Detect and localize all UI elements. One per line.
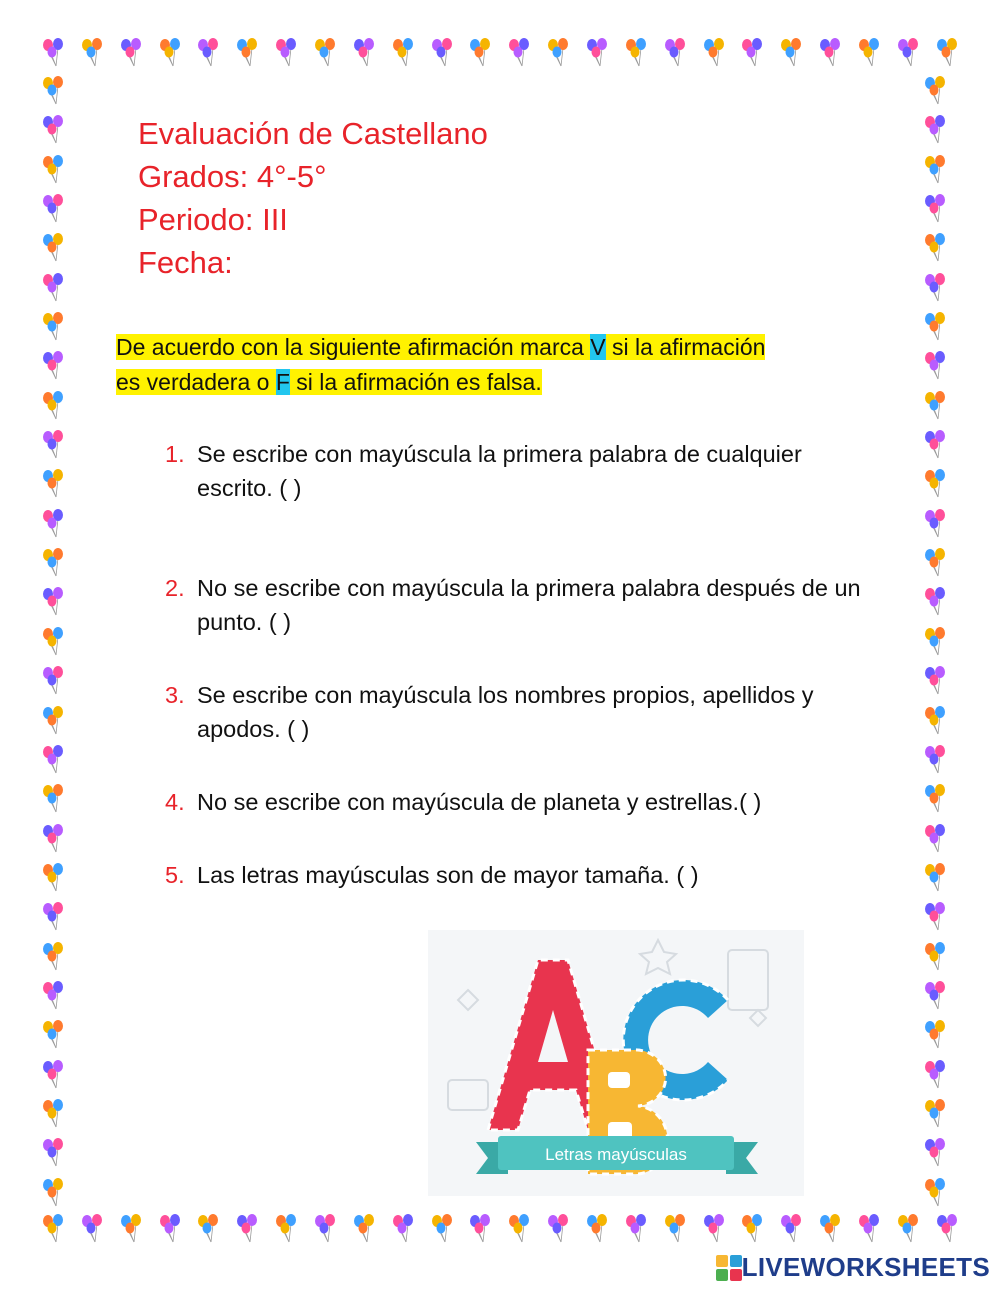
balloon-icon — [351, 38, 377, 68]
balloon-icon — [922, 469, 948, 499]
balloon-icon — [922, 351, 948, 381]
balloon-border-right — [922, 76, 948, 1208]
balloon-icon — [922, 194, 948, 224]
balloon-icon — [429, 1214, 455, 1244]
balloon-icon — [739, 38, 765, 68]
balloon-icon — [157, 1214, 183, 1244]
worksheet-header — [138, 112, 488, 284]
question-5 — [165, 858, 865, 892]
balloon-icon — [506, 1214, 532, 1244]
balloon-icon — [922, 627, 948, 657]
balloon-icon — [195, 1214, 221, 1244]
balloon-icon — [934, 38, 960, 68]
balloon-icon — [40, 115, 66, 145]
balloon-icon — [157, 38, 183, 68]
balloon-icon — [40, 391, 66, 421]
instruction-text — [116, 330, 776, 400]
balloon-icon — [40, 1020, 66, 1050]
balloon-icon — [312, 38, 338, 68]
balloon-icon — [584, 38, 610, 68]
balloon-icon — [40, 981, 66, 1011]
balloon-icon — [922, 391, 948, 421]
balloon-icon — [40, 627, 66, 657]
balloon-icon — [895, 38, 921, 68]
letras-banner — [476, 1136, 758, 1174]
balloon-icon — [701, 1214, 727, 1244]
balloon-icon — [922, 509, 948, 539]
balloon-icon — [922, 76, 948, 106]
question-text[interactable]: Se escribe con mayúscula la primera palabra de cualquier escrito. ( ) — [197, 441, 802, 501]
question-text[interactable]: Las letras mayúsculas son de mayor tamaña. ( ) — [197, 862, 699, 888]
balloon-icon — [922, 115, 948, 145]
period-label: Periodo: III — [138, 202, 288, 237]
balloon-icon — [40, 38, 66, 68]
balloon-icon — [40, 1178, 66, 1208]
balloon-icon — [312, 1214, 338, 1244]
balloon-icon — [40, 784, 66, 814]
balloon-icon — [40, 1214, 66, 1244]
balloon-icon — [662, 1214, 688, 1244]
balloon-icon — [922, 706, 948, 736]
question-4 — [165, 785, 865, 819]
false-letter-f: F — [275, 369, 290, 395]
balloon-icon — [40, 706, 66, 736]
balloon-icon — [467, 38, 493, 68]
balloon-icon — [40, 430, 66, 460]
question-number: 1. — [165, 441, 185, 467]
balloon-icon — [234, 38, 260, 68]
balloon-icon — [922, 1099, 948, 1129]
question-3 — [165, 678, 865, 746]
balloon-icon — [623, 1214, 649, 1244]
balloon-icon — [40, 155, 66, 185]
balloon-icon — [467, 1214, 493, 1244]
balloon-icon — [922, 981, 948, 1011]
instruction-part3: si la afirmación es falsa. — [289, 369, 542, 395]
question-2 — [165, 571, 865, 639]
balloon-icon — [922, 784, 948, 814]
balloon-icon — [701, 38, 727, 68]
balloon-icon — [40, 548, 66, 578]
balloon-icon — [40, 1138, 66, 1168]
balloon-icon — [922, 902, 948, 932]
balloon-icon — [273, 1214, 299, 1244]
balloon-icon — [234, 1214, 260, 1244]
balloon-icon — [584, 1214, 610, 1244]
balloon-icon — [922, 155, 948, 185]
question-text[interactable]: Se escribe con mayúscula los nombres propios, apellidos y apodos. ( ) — [197, 682, 814, 742]
balloon-icon — [922, 1138, 948, 1168]
balloon-icon — [922, 1178, 948, 1208]
balloon-icon — [351, 1214, 377, 1244]
liveworksheets-brand: LIVEWORKSHEETS — [741, 1252, 990, 1282]
question-text[interactable]: No se escribe con mayúscula la primera palabra después de un punto. ( ) — [197, 575, 861, 635]
question-number: 2. — [165, 575, 185, 601]
abc-illustration — [428, 930, 804, 1196]
balloon-icon — [922, 1020, 948, 1050]
balloon-icon — [922, 745, 948, 775]
balloon-icon — [545, 1214, 571, 1244]
balloon-icon — [623, 38, 649, 68]
balloon-icon — [934, 1214, 960, 1244]
balloon-icon — [817, 38, 843, 68]
balloon-icon — [40, 587, 66, 617]
instruction-part2: si la afirmación es verdadera o — [116, 334, 766, 395]
balloon-icon — [40, 824, 66, 854]
balloon-icon — [40, 942, 66, 972]
balloon-icon — [778, 38, 804, 68]
question-1 — [165, 437, 865, 505]
true-letter-v: V — [590, 334, 606, 360]
balloon-border-left — [40, 76, 66, 1208]
balloon-border-bottom — [40, 1214, 960, 1244]
balloon-icon — [195, 38, 221, 68]
balloon-icon — [40, 76, 66, 106]
balloon-icon — [79, 1214, 105, 1244]
balloon-border-top — [40, 38, 960, 68]
question-number: 4. — [165, 789, 185, 815]
liveworksheets-logo[interactable] — [716, 1252, 990, 1283]
banner-text: Letras mayúsculas — [545, 1145, 687, 1164]
balloon-icon — [40, 273, 66, 303]
balloon-icon — [662, 38, 688, 68]
balloon-icon — [118, 1214, 144, 1244]
balloon-icon — [40, 902, 66, 932]
balloon-icon — [40, 745, 66, 775]
balloon-icon — [922, 863, 948, 893]
balloon-icon — [118, 38, 144, 68]
balloon-icon — [390, 1214, 416, 1244]
balloon-icon — [739, 1214, 765, 1244]
balloon-icon — [922, 942, 948, 972]
balloon-icon — [895, 1214, 921, 1244]
liveworksheets-icon — [716, 1255, 742, 1281]
balloon-icon — [40, 312, 66, 342]
balloon-icon — [506, 38, 532, 68]
instruction-part1: De acuerdo con la siguiente afirmación marca — [116, 334, 591, 360]
balloon-icon — [778, 1214, 804, 1244]
balloon-icon — [922, 233, 948, 263]
balloon-icon — [40, 194, 66, 224]
grades-label: Grados: 4°-5° — [138, 159, 327, 194]
balloon-icon — [545, 38, 571, 68]
date-label: Fecha: — [138, 245, 233, 280]
worksheet-title: Evaluación de Castellano — [138, 116, 488, 151]
balloon-icon — [817, 1214, 843, 1244]
balloon-icon — [79, 38, 105, 68]
balloon-icon — [922, 824, 948, 854]
balloon-icon — [40, 351, 66, 381]
balloon-icon — [922, 430, 948, 460]
balloon-icon — [40, 1060, 66, 1090]
balloon-icon — [40, 666, 66, 696]
balloon-icon — [922, 312, 948, 342]
balloon-icon — [922, 587, 948, 617]
balloon-icon — [922, 1060, 948, 1090]
balloon-icon — [40, 863, 66, 893]
question-number: 5. — [165, 862, 185, 888]
balloon-icon — [922, 548, 948, 578]
balloon-icon — [40, 509, 66, 539]
question-text[interactable]: No se escribe con mayúscula de planeta y estrellas.( ) — [197, 789, 762, 815]
balloon-icon — [922, 273, 948, 303]
balloon-icon — [856, 38, 882, 68]
balloon-icon — [856, 1214, 882, 1244]
question-number: 3. — [165, 682, 185, 708]
balloon-icon — [40, 469, 66, 499]
balloon-icon — [429, 38, 455, 68]
balloon-icon — [40, 233, 66, 263]
balloon-icon — [922, 666, 948, 696]
balloon-icon — [40, 1099, 66, 1129]
balloon-icon — [390, 38, 416, 68]
balloon-icon — [273, 38, 299, 68]
